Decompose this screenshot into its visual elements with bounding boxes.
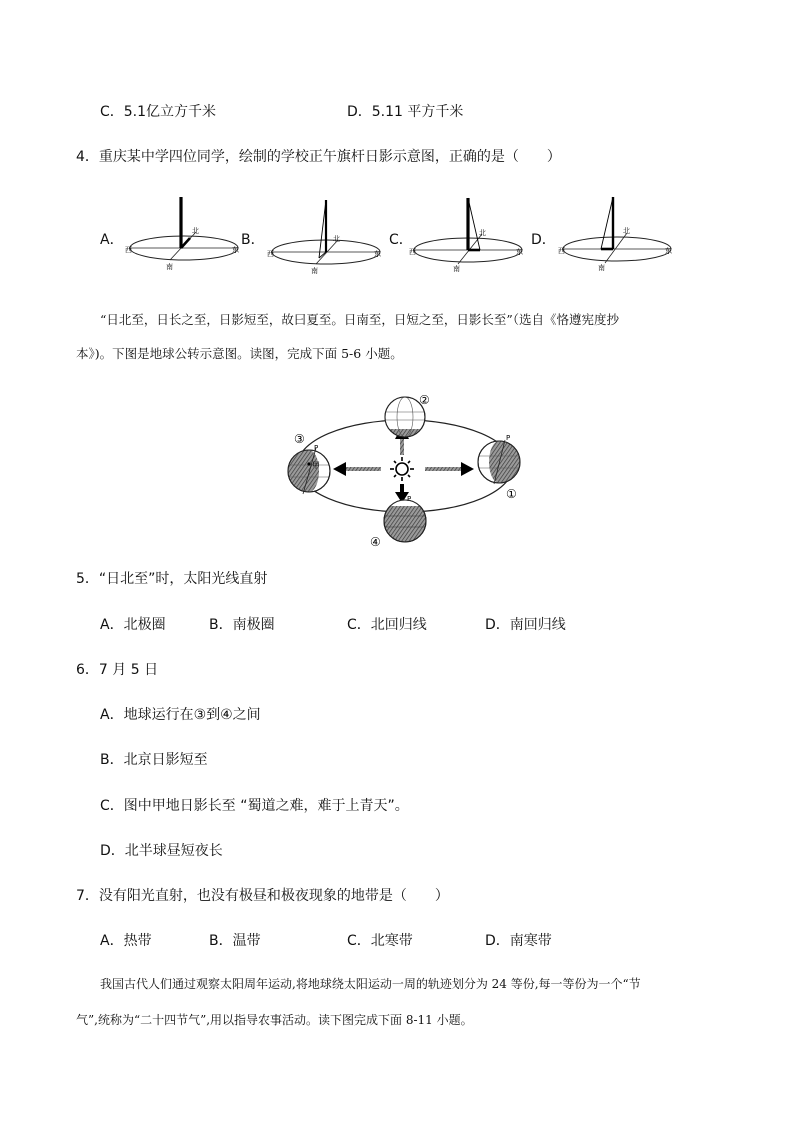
q4-diagram-a xyxy=(122,192,242,272)
north-label: 北 xyxy=(192,227,199,235)
earth-globe-3 xyxy=(288,448,330,494)
east-label: 东 xyxy=(516,248,523,256)
q4-diagram-c xyxy=(406,194,526,274)
passage-1-line-2: 本》)。下图是地球公转示意图。读图，完成下面 5-6 小题。 xyxy=(76,346,403,361)
west-label: 西 xyxy=(267,250,274,258)
sun-icon xyxy=(390,457,414,481)
east-label: 东 xyxy=(374,250,381,258)
q4-label-d: D． xyxy=(531,232,556,248)
earth-globe-4 xyxy=(384,500,426,542)
earth-globe-1 xyxy=(478,440,520,484)
q4-diagram-b xyxy=(264,196,384,276)
south-label: 南 xyxy=(453,265,460,273)
position-2-label: ② xyxy=(419,393,430,407)
passage-2-line-1: 我国古代人们通过观察太阳周年运动,将地球绕太阳运动一周的轨迹划分为 24 等份,每一等份为一个“节 xyxy=(100,977,641,991)
q5-option-c: C．北回归线 xyxy=(347,617,427,633)
q5-option-d: D．南回归线 xyxy=(485,617,566,633)
position-1-label: ① xyxy=(506,487,517,501)
q7-option-b: B．温带 xyxy=(209,933,261,949)
north-label: 北 xyxy=(333,235,340,243)
pole-label: P xyxy=(506,434,511,442)
passage-2-line-2: 气”,统称为“二十四节气”,用以指导农事活动。读下图完成下面 8-11 小题。 xyxy=(76,1013,473,1027)
south-label: 南 xyxy=(598,264,605,272)
q6-stem: 6．7 月 5 日 xyxy=(76,662,159,678)
q6-option-b: B．北京日影短至 xyxy=(100,752,208,768)
position-4-label: ④ xyxy=(370,535,381,549)
q4-stem: 4．重庆某中学四位同学，绘制的学校正午旗杆日影示意图，正确的是（ ） xyxy=(76,149,561,165)
q7-stem: 7．没有阳光直射，也没有极昼和极夜现象的地带是（ ） xyxy=(76,888,449,904)
q5-option-b: B．南极圈 xyxy=(209,617,275,633)
q5-stem: 5．“日北至”时，太阳光线直射 xyxy=(76,571,268,587)
west-label: 西 xyxy=(125,246,132,254)
q4-diagram-d xyxy=(555,193,675,273)
q7-option-c: C．北寒带 xyxy=(347,933,413,949)
position-3-label: ③ xyxy=(294,432,305,446)
q4-label-c: C． xyxy=(389,232,413,248)
pole-label: P xyxy=(407,495,412,503)
q5-option-a: A．北极圈 xyxy=(100,617,166,633)
q3-option-c: C．5.1亿立方千米 xyxy=(100,104,217,120)
q7-option-d: D．南寒带 xyxy=(485,933,552,949)
south-label: 南 xyxy=(311,267,318,275)
q6-option-c: C．图中甲地日影长至 “蜀道之难，难于上青天”。 xyxy=(100,798,409,814)
q6-option-a: A．地球运行在③到④之间 xyxy=(100,707,261,723)
earth-orbit-diagram xyxy=(280,390,530,550)
jia-label: 甲 xyxy=(312,461,320,470)
q4-label-a: A． xyxy=(100,232,124,248)
west-label: 西 xyxy=(558,247,565,255)
q3-option-d: D．5.11 平方千米 xyxy=(347,104,464,120)
q6-option-d: D．北半球昼短夜长 xyxy=(100,843,223,859)
north-label: 北 xyxy=(479,229,486,237)
east-label: 东 xyxy=(232,246,239,254)
east-label: 东 xyxy=(665,247,672,255)
south-label: 南 xyxy=(166,263,173,271)
q7-option-a: A．热带 xyxy=(100,933,152,949)
passage-1-line-1: “日北至，日长之至，日影短至，故曰夏至。日南至，日短之至，日影长至”（选自《恪遵宪度抄 xyxy=(100,312,620,327)
north-label: 北 xyxy=(623,227,630,235)
pole-label: P xyxy=(314,444,319,452)
west-label: 西 xyxy=(409,248,416,256)
q4-label-b: B． xyxy=(241,232,265,248)
